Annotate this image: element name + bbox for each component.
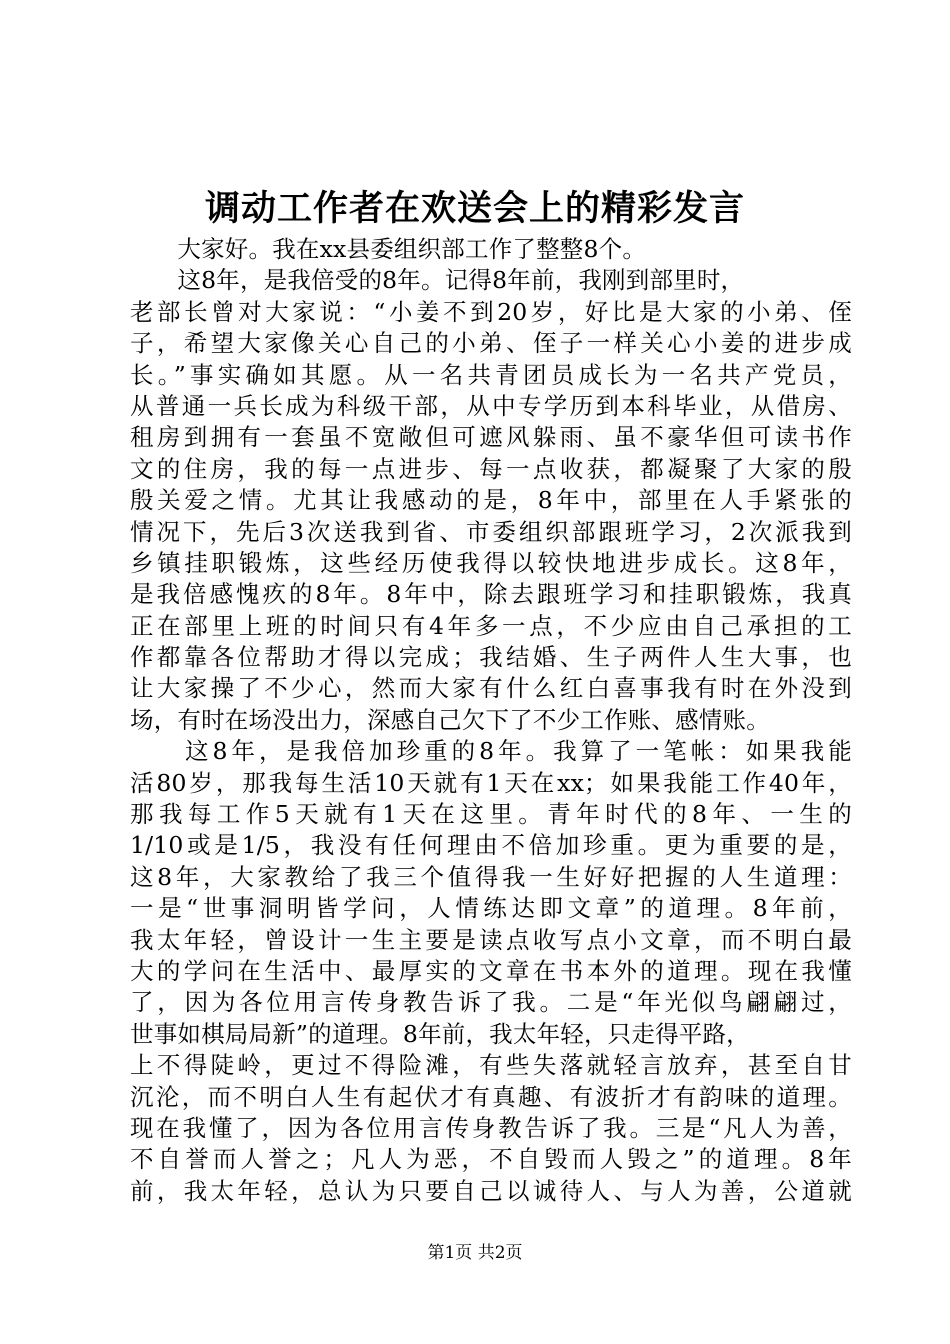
document-title: 调动工作者在欢送会上的精彩发言 [204, 188, 745, 229]
body-line: 乡镇挂职锻炼，这些经历使我得以较快地进步成长。这8年， [130, 548, 852, 577]
body-line: 大家好。我在xx县委组织部工作了整整8个。 [130, 235, 647, 263]
body-line: 文的住房，我的每一点进步、每一点收获，都凝聚了大家的殷 [130, 454, 852, 483]
body-line: 是我倍感愧疚的8年。8年中，除去跟班学习和挂职锻炼，我真 [130, 580, 852, 609]
body-line: 这8年，是我倍受的8年。记得8年前，我刚到部里时， [130, 266, 745, 295]
body-line: 世事如棋局局新”的道理。8年前，我太年轻，只走得平路， [130, 1019, 750, 1048]
body-line: 这8年，大家教给了我三个值得我一生好好把握的人生道理： [130, 862, 852, 891]
document-body [130, 234, 852, 1207]
body-line: 殷关爱之情。尤其让我感动的是，8年中，部里在人手紧张的 [130, 486, 852, 515]
body-line: 一是“世事洞明皆学问，人情练达即文章”的道理。8年前， [130, 894, 852, 923]
body-line: 上不得陡岭，更过不得险滩，有些失落就轻言放弃，甚至自甘 [130, 1051, 852, 1080]
body-line: 沉沦，而不明白人生有起伏才有真趣、有波折才有韵味的道理。 [130, 1082, 852, 1111]
body-line: 活80岁，那我每生活10天就有1天在xx；如果我能工作40年， [130, 768, 852, 797]
body-line: 正在部里上班的时间只有4年多一点，不少应由自己承担的工 [130, 611, 852, 640]
body-line: 前，我太年轻，总认为只要自己以诚待人、与人为善，公道就 [130, 1176, 852, 1205]
body-line: 不自誉而人誉之；凡人为恶，不自毁而人毁之”的道理。8年 [130, 1145, 852, 1174]
body-line: 作都靠各位帮助才得以完成；我结婚、生子两件人生大事，也 [130, 643, 852, 672]
body-line: 那我每工作5天就有1天在这里。青年时代的8年、一生的 [130, 800, 852, 829]
body-line: 1/10或是1/5，我没有任何理由不倍加珍重。更为重要的是， [130, 831, 852, 860]
page-footer: 第1页 共2页 [427, 1243, 523, 1263]
body-line: 从普通一兵长成为科级干部，从中专学历到本科毕业，从借房、 [130, 391, 852, 420]
body-line: 情况下，先后3次送我到省、市委组织部跟班学习，2次派我到 [130, 517, 852, 546]
body-line: 子，希望大家像关心自己的小弟、侄子一样关心小姜的进步成 [130, 329, 852, 358]
body-line: 现在我懂了，因为各位用言传身教告诉了我。三是“凡人为善， [130, 1113, 852, 1142]
body-line: 场，有时在场没出力，深感自己欠下了不少工作账、感情账。 [130, 705, 770, 734]
body-line: 老部长曾对大家说：“小姜不到20岁，好比是大家的小弟、侄 [130, 297, 852, 326]
body-line: 租房到拥有一套虽不宽敞但可遮风躲雨、虽不豪华但可读书作 [130, 423, 852, 452]
body-line: 让大家操了不少心，然而大家有什么红白喜事我有时在外没到 [130, 674, 852, 703]
body-line: 了，因为各位用言传身教告诉了我。二是“年光似鸟翩翩过， [130, 988, 852, 1017]
body-line: 我太年轻，曾设计一生主要是读点收写点小文章，而不明白最 [130, 925, 852, 954]
body-line: 这8年，是我倍加珍重的8年。我算了一笔帐：如果我能 [130, 737, 852, 766]
body-line: 大的学问在生活中、最厚实的文章在书本外的道理。现在我懂 [130, 956, 852, 985]
body-line: 长。”事实确如其愿。从一名共青团员成长为一名共产党员， [130, 360, 852, 389]
